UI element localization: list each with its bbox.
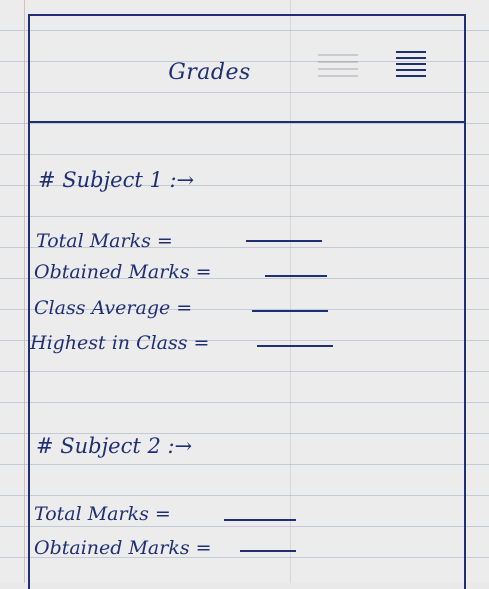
faint-menu-icon — [318, 52, 358, 77]
subject-1-total-marks-input[interactable] — [246, 240, 322, 242]
subject-1-class-average-input[interactable] — [252, 310, 328, 312]
subject-1-total-marks-label: Total Marks = — [36, 230, 173, 252]
margin-line — [24, 0, 25, 583]
header-divider — [28, 121, 466, 123]
subject-2-obtained-marks-input[interactable] — [240, 550, 296, 552]
subject-1-highest-in-class-input[interactable] — [257, 345, 333, 347]
subject-1-obtained-marks-input[interactable] — [265, 275, 327, 277]
subject-1-class-average-label: Class Average = — [34, 297, 193, 319]
subject-2-total-marks-label: Total Marks = — [34, 503, 171, 525]
hamburger-menu-icon[interactable] — [396, 51, 426, 77]
subject-2-total-marks-input[interactable] — [224, 519, 296, 521]
subject-1-heading: # Subject 1 :→ — [38, 168, 195, 192]
subject-1-highest-in-class-label: Highest in Class = — [30, 332, 210, 354]
subject-1-obtained-marks-label: Obtained Marks = — [34, 261, 212, 283]
subject-2-obtained-marks-label: Obtained Marks = — [34, 537, 212, 559]
subject-2-heading: # Subject 2 :→ — [36, 434, 193, 458]
page-title: Grades — [168, 60, 251, 85]
